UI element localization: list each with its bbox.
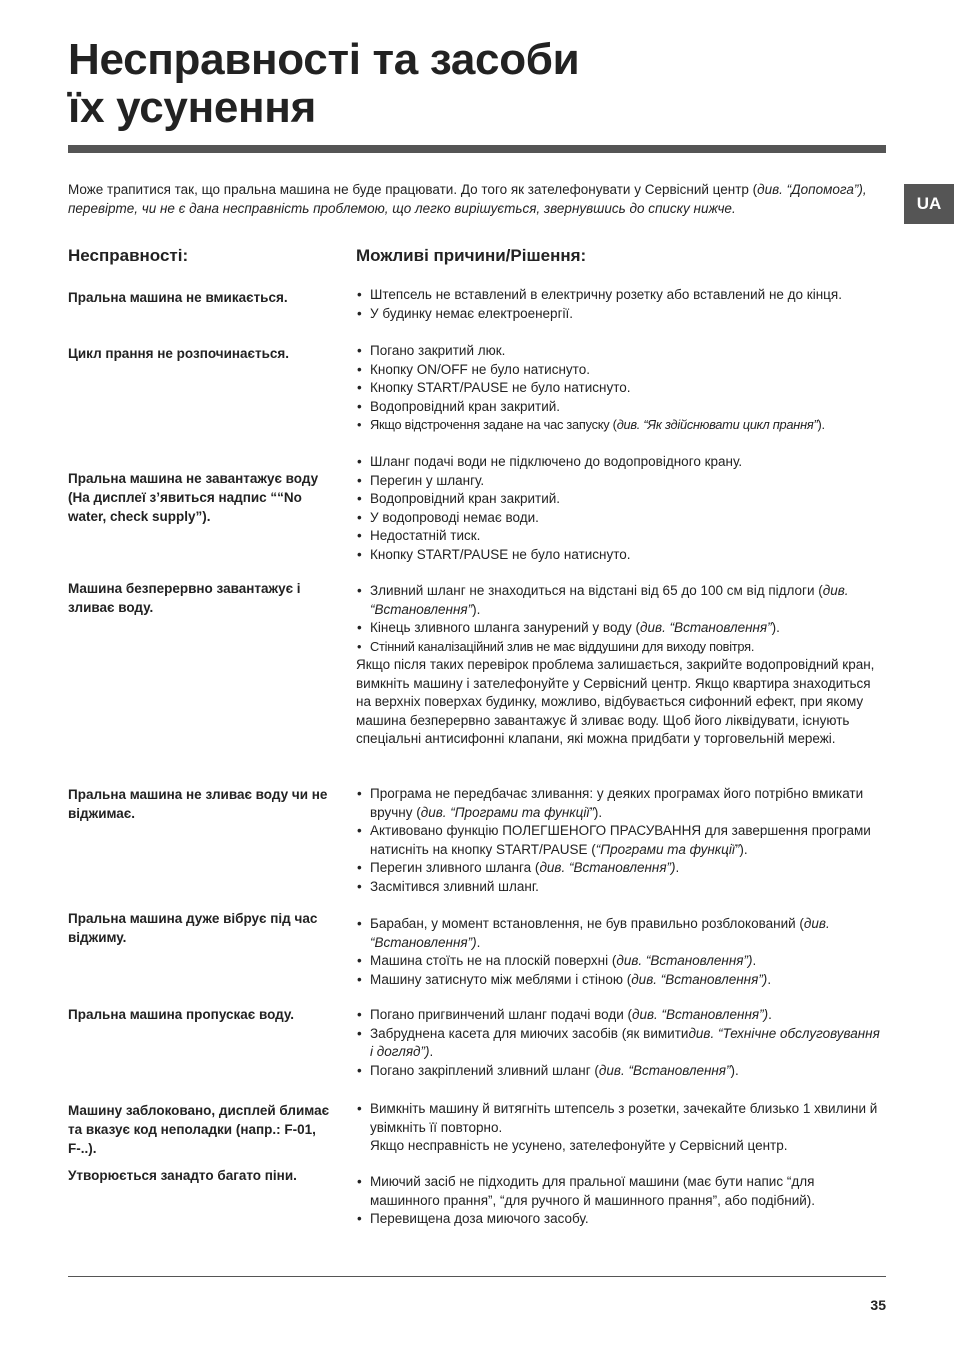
cause-item: • Миючий засіб не підходить для пральної машини (має бути напис “для машинного прання”, “для ручного й машинного прання”, або подібний). <box>356 1173 886 1210</box>
cause-item <box>356 785 886 822</box>
fault-title-1: Пральна машина не вмикається. <box>68 290 288 305</box>
solutions-4 <box>356 582 886 749</box>
cause-ref: див. “Технічне обслуговування і догляд”) <box>370 1025 880 1059</box>
cause-end: . <box>429 1044 434 1059</box>
page-title <box>68 36 579 132</box>
cause-end: . <box>675 860 680 875</box>
cause-end: . <box>768 1007 772 1022</box>
cause-ref: див. “Встановлення” <box>598 1062 731 1078</box>
cause-item <box>356 1062 886 1081</box>
cause-text: Машину затиснуто між меблями і стіною ( <box>370 971 632 987</box>
cause-note: Якщо несправність не усунено, зателефонуйте у Сервісний центр. <box>370 1138 788 1153</box>
cause-ref: див. “Встановлення”) <box>631 1007 769 1022</box>
cause-item <box>356 582 886 619</box>
cause-item <box>356 971 886 990</box>
cause-item: • Кнопку START/PAUSE не було натиснуто. <box>356 546 886 565</box>
cause-ref: див. “Встановлення”) <box>631 971 768 987</box>
title-divider <box>68 145 886 153</box>
cause-ref: див. “Встановлення”) <box>616 953 753 968</box>
cause-ref: “Програми та функції” <box>595 841 740 857</box>
intro-text: Може трапитися так, що пральна машина не буде працювати. До того як зателефонувати у Сервісний центр ( <box>68 182 758 197</box>
cause-note: Якщо після таких перевірок проблема залишається, закрийте водопровідний кран, вимкніть машину і зателефонуйте у Сервісний центр. Якщо квартира знаходиться на верхніх поверхах будинку, можливо, відбувається сифонний ефект, при якому машина безперервно завантажує й зливає воду. Щоб його ліквідувати, існують спеціальні антисифонні клапани, які можна придбати у торговельній мережі. <box>356 657 875 746</box>
cause-text: Якщо відстрочення задане на час запуску ( <box>370 417 617 432</box>
solutions-2 <box>356 342 886 435</box>
solutions-6 <box>356 915 886 989</box>
fault-title-4: Машина безперервно завантажує і зливає воду. <box>68 581 301 615</box>
solutions-7 <box>356 1006 886 1080</box>
solutions-9 <box>356 1173 886 1229</box>
cause-text: Перегин зливного шланга ( <box>370 860 540 875</box>
cause-item: • Водопровідний кран закритий. <box>356 398 886 417</box>
fault-title-8 <box>68 1101 340 1185</box>
fault-title-9: Утворюється занадто багато піни. <box>68 1168 297 1183</box>
solutions-8 <box>356 1100 886 1156</box>
cause-ref: див. “Як здійснювати цикл прання” <box>616 417 818 432</box>
page-title-line1: Несправності та засоби <box>68 35 580 84</box>
cause-text: Погано пригвинчений шланг подачі води ( <box>370 1007 632 1022</box>
cause-text: Програма не передбачає зливання: у деяких програмах його потрібно вмикати вручну ( <box>370 786 864 820</box>
cause-end: ). <box>730 1062 739 1078</box>
solutions-5 <box>356 785 886 896</box>
cause-item: • Стінний каналізаційний злив не має віддушини для виходу повітря. <box>356 638 886 657</box>
cause-text: Погано закріплений зливний шланг ( <box>370 1062 599 1078</box>
cause-text: Барабан, у момент встановлення, не був правильно розблокований ( <box>370 916 804 931</box>
language-tab: UA <box>904 184 954 224</box>
cause-end: ). <box>739 841 748 857</box>
cause-item <box>356 859 886 878</box>
cause-item: • Кнопку ON/OFF не було натиснуто. <box>356 361 886 380</box>
cause-end: ). <box>472 601 481 617</box>
cause-ref: див. “Встановлення”) <box>539 860 676 875</box>
footer-divider <box>68 1276 886 1277</box>
solutions-1 <box>356 286 886 323</box>
page-title-line2: їх усунення <box>68 83 316 132</box>
cause-item <box>356 952 886 971</box>
fault-title-7: Пральна машина пропускає воду. <box>68 1007 294 1022</box>
fault-title-5: Пральна машина не зливає воду чи не віджимає. <box>68 787 328 821</box>
cause-item: • Перевищена доза миючого засобу. <box>356 1210 886 1229</box>
cause-text: Забруднена касета для миючих засобів (як вимити <box>370 1025 689 1041</box>
solutions-3 <box>356 453 886 564</box>
cause-end: ). <box>771 620 780 635</box>
cause-item <box>356 619 886 638</box>
cause-end: . <box>752 953 757 968</box>
cause-ref: див. “Встановлення”) <box>370 916 830 950</box>
cause-text: Активовано функцію ПОЛЕГШЕНОГО ПРАСУВАННЯ для завершення програми натисніть на кнопку START/PAUSE ( <box>370 823 871 857</box>
cause-item: • Шланг подачі води не підключено до водопровідного крану. <box>356 453 886 472</box>
cause-ref: див. “Програми та функції” <box>420 804 594 820</box>
cause-item: • Засмітився зливний шланг. <box>356 878 886 897</box>
cause-text: Зливний шланг не знаходиться на відстані від 65 до 100 см від підлоги ( <box>370 583 823 598</box>
cause-end: ). <box>817 417 825 432</box>
cause-item: • Погано закритий люк. <box>356 342 886 361</box>
cause-end: . <box>476 934 481 950</box>
cause-item: • Вимкніть машину й витягніть штепсель з розетки, зачекайте близько 1 хвилини й увімкніть її повторно. <box>356 1100 886 1137</box>
solutions-column-heading: Можливі причини/Рішення: <box>356 246 587 265</box>
fault-title-6: Пральна машина дуже вібрує під час віджиму. <box>68 911 318 945</box>
intro-italic: див. “Допомога”), перевірте, чи не є дана несправність проблемою, що легко вирішується, звернувшись до списку нижче. <box>68 182 867 216</box>
faults-column-heading: Несправності: <box>68 246 189 265</box>
cause-end: ). <box>593 804 603 820</box>
cause-item <box>356 416 886 435</box>
cause-item <box>356 822 886 859</box>
cause-item <box>356 1006 886 1025</box>
cause-item: • Недостатній тиск. <box>356 527 886 546</box>
cause-item: • Водопровідний кран закритий. <box>356 490 886 509</box>
cause-item: • У водопроводі немає води. <box>356 509 886 528</box>
fault-title-3: Пральна машина не завантажує воду (На дисплеї з’явиться надпис ““No water, check supply”). <box>68 471 319 524</box>
cause-end: . <box>767 971 772 987</box>
cause-item <box>356 915 886 952</box>
fault-title-2: Цикл прання не розпочинається. <box>68 346 290 361</box>
cause-ref: див. “Встановлення” <box>640 620 772 635</box>
cause-ref: див. “Встановлення” <box>370 583 849 617</box>
cause-text: Кінець зливного шланга занурений у воду ( <box>370 620 641 635</box>
page-number: 35 <box>870 1297 886 1313</box>
cause-item: • Кнопку START/PAUSE не було натиснуто. <box>356 379 886 398</box>
cause-text: Машина стоїть не на плоскій поверхні ( <box>370 953 617 968</box>
cause-item <box>356 1025 886 1062</box>
cause-item: • У будинку немає електроенергії. <box>356 305 886 324</box>
fault-title-8-line1: Машину заблоковано, дисплей блимає та вказує код неполадки (напр.: F-01, F-..). <box>68 1103 330 1156</box>
cause-item: • Штепсель не вставлений в електричну розетку або вставлений не до кінця. <box>356 286 886 305</box>
intro-paragraph <box>68 180 886 218</box>
cause-item: • Перегин у шлангу. <box>356 472 886 491</box>
